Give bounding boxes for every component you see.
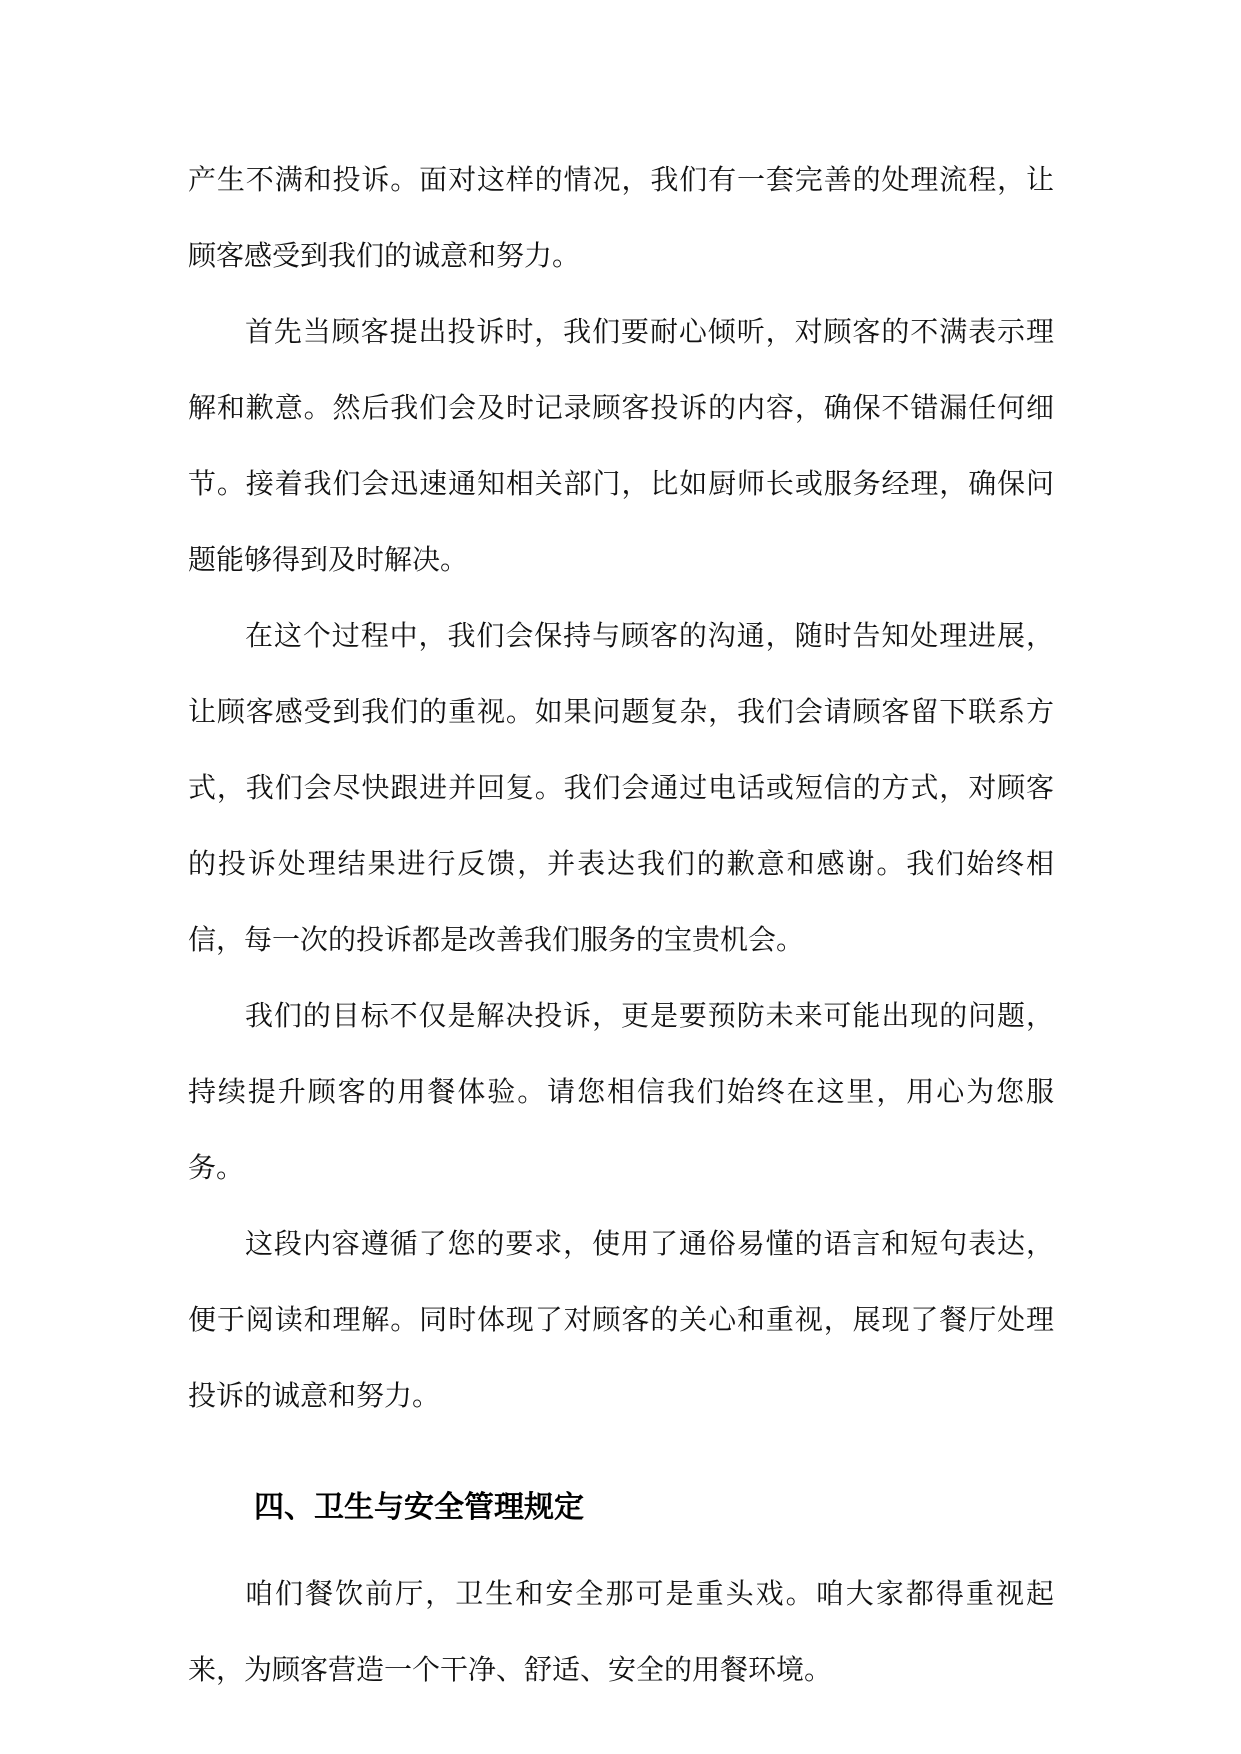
paragraph-customer-communication: 在这个过程中，我们会保持与顾客的沟通，随时告知处理进展，让顾客感受到我们的重视。如果问题复杂，我们会请顾客留下联系方式，我们会尽快跟进并回复。我们会通过电话或短信的方式，对顾客的投诉处理结果进行反馈，并表达我们的歉意和感谢。我们始终相信，每一次的投诉都是改善我们服务的宝贵机会。 xyxy=(188,619,1054,956)
paragraph-summary-note: 这段内容遵循了您的要求，使用了通俗易懂的语言和短句表达，便于阅读和理解。同时体现了对顾客的关心和重视，展现了餐厅处理投诉的诚意和努力。 xyxy=(188,1227,1054,1412)
section-heading: 四、卫生与安全管理规定 xyxy=(254,1490,584,1525)
document-body xyxy=(188,142,1054,1708)
paragraph-goal: 我们的目标不仅是解决投诉，更是要预防未来可能出现的问题，持续提升顾客的用餐体验。请您相信我们始终在这里，用心为您服务。 xyxy=(188,999,1054,1184)
paragraph-complaint-handling: 首先当顾客提出投诉时，我们要耐心倾听，对顾客的不满表示理解和歉意。然后我们会及时记录顾客投诉的内容，确保不错漏任何细节。接着我们会迅速通知相关部门，比如厨师长或服务经理，确保问题能够得到及时解决。 xyxy=(188,315,1054,576)
paragraph-continuation: 产生不满和投诉。面对这样的情况，我们有一套完善的处理流程，让顾客感受到我们的诚意和努力。 xyxy=(188,163,1054,272)
paragraph-hygiene-intro: 咱们餐饮前厅，卫生和安全那可是重头戏。咱大家都得重视起来，为顾客营造一个干净、舒适、安全的用餐环境。 xyxy=(188,1577,1054,1686)
